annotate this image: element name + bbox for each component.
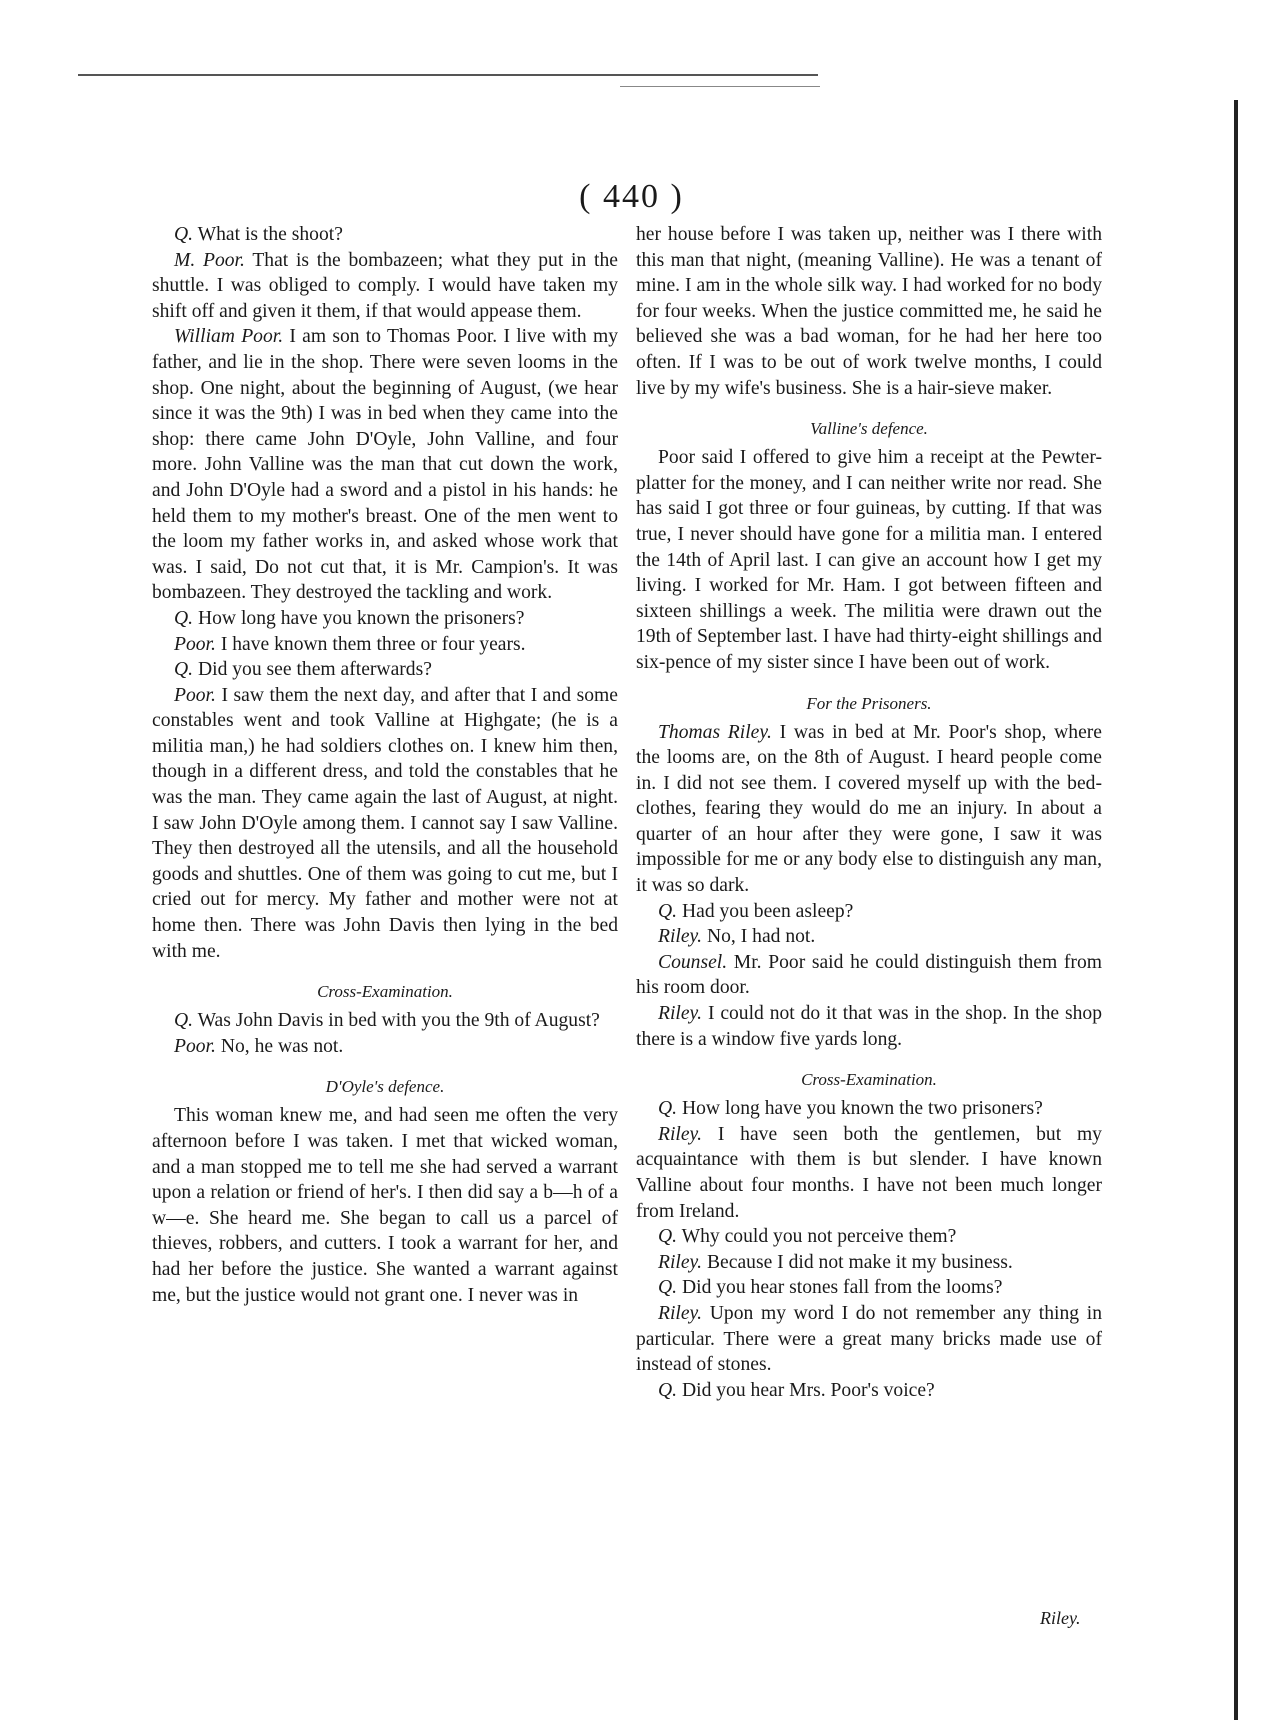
- section-heading: D'Oyle's defence.: [325, 1077, 445, 1097]
- paragraph-text: Did you see them afterwards?: [197, 659, 432, 681]
- paragraph-text: Why could you not perceive them?: [681, 1226, 957, 1248]
- paragraph: [152, 222, 618, 248]
- speaker-label: Poor.: [174, 684, 216, 706]
- paragraph: [152, 632, 618, 658]
- left-column: [152, 222, 618, 1308]
- speaker-label: Q.: [174, 607, 194, 629]
- paragraph: [636, 1275, 1102, 1301]
- paragraph-text: Because I did not make it my business.: [706, 1251, 1013, 1273]
- catchword: Riley.: [1040, 1608, 1081, 1628]
- paragraph-text: No, he was not.: [220, 1035, 344, 1057]
- paragraph: [152, 1103, 618, 1308]
- speaker-label: Riley.: [658, 1251, 703, 1273]
- speaker-label: Riley.: [658, 1123, 703, 1145]
- section-heading: For the Prisoners.: [806, 693, 932, 713]
- paragraph-text: I was in bed at Mr. Poor's shop, where the looms are, on the 8th of August. I heard people come in. I did not see them. I covered myself up with the bed-clothes, fearing they would do me an injury. In about a quarter of an hour after they were gone, I saw it was impossible for me or any body else to distinguish any man, it was so dark.: [636, 721, 1102, 897]
- section-heading: Valline's defence.: [810, 419, 928, 439]
- page-number: ( 440 ): [579, 178, 684, 215]
- speaker-label: Poor.: [174, 633, 216, 655]
- paragraph: [636, 720, 1102, 899]
- speaker-label: Q.: [174, 224, 194, 245]
- speaker-label: Q.: [174, 659, 194, 681]
- speaker-label: William Poor.: [174, 326, 284, 348]
- paragraph: [636, 1122, 1102, 1224]
- paragraph-text: How long have you known the prisoners?: [197, 607, 525, 629]
- top-rule-secondary: [620, 86, 820, 87]
- paragraph-text: Upon my word I do not remember any thing in particular. There were a great many bricks made use of instead of stones.: [636, 1302, 1102, 1376]
- paragraph-text: Was John Davis in bed with you the 9th of August?: [197, 1010, 600, 1032]
- paragraph-text: I saw them the next day, and after that I and some constables went and took Valline at Highgate; (he is a militia man,) he had soldiers clothes on. I knew him then, though in a different dress, and told the constables that he was the man. They came again the last of August, at night. I saw John D'Oyle among them. I cannot say I saw Valline. They then destroyed all the utensils, and all the household goods and shuttles. One of them was going to cut me, but I cried out for mercy. My father and mother were not at home then. There was John Davis then lying in the bed with me.: [152, 684, 618, 962]
- paragraph: [636, 1224, 1102, 1250]
- paragraph-text: Mr. Poor said he could distinguish them from his room door.: [636, 951, 1102, 999]
- paragraph: [152, 248, 618, 325]
- speaker-label: Thomas Riley.: [658, 721, 772, 743]
- paragraph: [152, 683, 618, 965]
- paragraph-text: her house before I was taken up, neither was I there with this man that night, (meaning Valline). He was a tenant of mine. I am in the whole silk way. I had worked for no body for four weeks. When the justice committed me, he said he believed she was a bad woman, for he had her here too often. If I was to be out of work twelve months, I could live by my wife's business. She is a hair-sieve maker.: [636, 224, 1102, 399]
- paragraph: [152, 1008, 618, 1034]
- speaker-label: Riley.: [658, 1003, 703, 1025]
- paragraph: [636, 1096, 1102, 1122]
- paragraph-text: No, I had not.: [706, 926, 816, 948]
- paragraph-text: I could not do it that was in the shop. In the shop there is a window five yards long.: [636, 1003, 1102, 1050]
- paragraph-text: How long have you known the two prisoners?: [681, 1098, 1043, 1120]
- paragraph: [636, 924, 1102, 950]
- speaker-label: Riley.: [658, 1302, 703, 1324]
- speaker-label: Q.: [658, 1098, 678, 1120]
- speaker-label: Q.: [658, 900, 678, 922]
- speaker-label: Q.: [658, 1277, 678, 1299]
- section-heading: Cross-Examination.: [317, 982, 453, 1002]
- paragraph: [636, 445, 1102, 675]
- paragraph: [636, 1250, 1102, 1276]
- paragraph-text: Had you been asleep?: [681, 900, 854, 922]
- speaker-label: Poor.: [174, 1035, 216, 1057]
- paragraph-text: I have known them three or four years.: [220, 633, 526, 655]
- paragraph-text: Poor said I offered to give him a receipt at the Pewter-platter for the money, and I can neither write nor read. She has said I got three or four guineas, by cutting. If that was true, I never should have gone for a militia man. I entered the 14th of April last. I can give an account how I get my living. I worked for Mr. Ham. I got between fifteen and sixteen shillings a week. The militia were drawn out the 19th of September last. I have had thirty-eight shillings and six-pence of my sister since I have been out of work.: [636, 447, 1102, 673]
- speaker-label: Counsel.: [658, 951, 728, 973]
- paragraph: [152, 324, 618, 606]
- paragraph: [636, 950, 1102, 1001]
- paragraph-text: Did you hear Mrs. Poor's voice?: [681, 1379, 935, 1401]
- right-column: [636, 222, 1102, 1403]
- speaker-label: M. Poor.: [174, 249, 245, 271]
- speaker-label: Q.: [174, 1010, 194, 1032]
- paragraph-text: That is the bombazeen; what they put in the shuttle. I was obliged to comply. I would have taken my shift off and given it them, if that would appease them.: [152, 249, 618, 322]
- paragraph: [636, 899, 1102, 925]
- speaker-label: Riley.: [658, 926, 703, 948]
- paragraph: [636, 1301, 1102, 1378]
- paragraph: [152, 606, 618, 632]
- paragraph: [152, 657, 618, 683]
- paragraph-text: This woman knew me, and had seen me often the very afternoon before I was taken. I met that wicked woman, and a man stopped me to tell me she had served a warrant upon a relation or friend of her's. I then did say a b—h of a w—e. She heard me. She began to call us a parcel of thieves, robbers, and cutters. I took a warrant for her, and had her before the justice. She wanted a warrant against me, but the justice would not grant one. I never was in: [152, 1105, 618, 1306]
- paragraph: [152, 1034, 618, 1060]
- paragraph: [636, 1001, 1102, 1052]
- paragraph-text: What is the shoot?: [197, 224, 343, 245]
- top-rule: [78, 74, 818, 76]
- paragraph-text: Did you hear stones fall from the looms?: [681, 1277, 1003, 1299]
- paragraph-text: I am son to Thomas Poor. I live with my father, and lie in the shop. There were seven looms in the shop. One night, about the beginning of August, (we hear since it was the 9th) I was in bed when they came into the shop: there came John D'Oyle, John Valline, and four more. John Valline was the man that cut down the work, and John D'Oyle had a sword and a pistol in his hands: he held them to my mother's breast. One of the men went to the loom my father works in, and asked whose work that was. I said, Do not cut that, it is Mr. Campion's. It was bombazeen. They destroyed the tackling and work.: [152, 326, 619, 604]
- paragraph-text: I have seen both the gentlemen, but my acquaintance with them is but slender. I have known Valline about four months. I have not been much longer from Ireland.: [636, 1123, 1102, 1222]
- paragraph: [636, 1378, 1102, 1404]
- section-heading: Cross-Examination.: [801, 1070, 937, 1090]
- paragraph: [636, 222, 1102, 401]
- page-edge-shadow: [1234, 100, 1238, 1720]
- speaker-label: Q.: [658, 1226, 678, 1248]
- speaker-label: Q.: [658, 1379, 678, 1401]
